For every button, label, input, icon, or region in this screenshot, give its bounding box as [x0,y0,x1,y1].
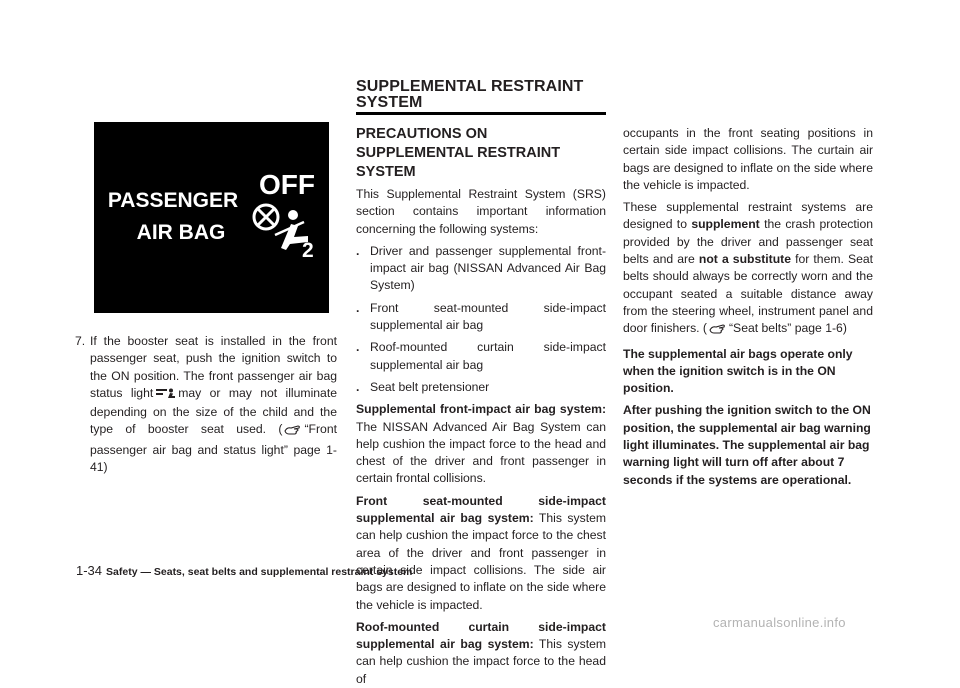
list-item [356,300,606,335]
watermark: carmanualsonline.info [713,615,846,630]
list-item-text: Roof-mounted curtain side-impact supplemental air bag [370,340,606,372]
step-number: 7. [75,334,86,348]
curtain-airbag-heading: Roof-mounted curtain side-impact supplemental air bag system: [356,619,606,652]
not-a-substitute-emphasis: not a substitute [698,252,792,267]
bullet-icon: . [356,379,360,394]
curtain-airbag-continued: occupants in the front seating positions in certain side impact collisions. The curtain air bags are designed to inflate on the side where the vehicle is impacted. [623,126,873,192]
list-item [356,379,606,396]
column-2 [356,125,606,688]
side-impact-airbag-text: This system can help cushion the impact force to the chest area of the driver and front passenger in certain side impact collisions. The side air bags are designed to inflate on the side where the vehicle is impacted. [356,511,607,612]
panel-label-off: OFF [259,169,315,200]
column-3 [623,125,873,489]
side-impact-airbag-paragraph [356,493,606,614]
section-title: SUPPLEMENTAL RESTRAINT SYSTEM [356,78,584,111]
step-7-text-b: may or may not illuminate depending on the size of the child and the type of booster seat used. ( [90,385,338,437]
list-item-text: Seat belt pretensioner [370,379,490,394]
curtain-airbag-paragraph [356,619,606,688]
list-item [356,243,606,295]
front-impact-airbag-heading: Supplemental front-impact air bag system: [356,402,606,417]
bullet-icon: . [356,300,360,315]
bullet-icon: . [356,243,360,258]
step-7-text [90,333,337,476]
step-7 [75,333,337,476]
passenger-airbag-status-panel [94,122,329,313]
ignition-on-warning: The supplemental air bags operate only when the ignition switch is in the ON position. [623,346,853,396]
front-impact-airbag-paragraph [356,401,606,487]
curtain-airbag-text: This system can help cushion the impact force to the head of [356,637,607,686]
supplement-emphasis: supplement [691,217,760,232]
footer-chapter-title: Safety — Seats, seat belts and supplemental restraint system [106,566,413,578]
page-footer [76,562,412,581]
supplement-paragraph [623,199,873,340]
supplement-text-c: the crash protection provided by the driver and passenger seat belts and are [623,217,873,267]
list-item-text: Driver and passenger supplemental front-impact air bag (NISSAN Advanced Air Bag System) [370,243,606,293]
supplement-text-a: These supplemental restraint systems are designed to [623,200,873,232]
page-number: 1-34 [76,563,103,578]
passenger-airbag-status-light-icon [156,387,175,404]
precautions-heading: PRECAUTIONS ON SUPPLEMENTAL RESTRAINT SYSTEM [356,126,561,180]
section-title-rule [356,112,606,115]
panel-icon-digit: 2 [302,239,314,262]
bullet-icon: . [356,340,360,355]
page-reference-icon [284,424,302,441]
panel-label-airbag: AIR BAG [136,221,226,244]
warning-light-note: After pushing the ignition switch to the ON position, the supplemental air bag warning light illuminates. The supplemental air bag warning light will turn off after about 7 seconds if the systems are operational. [623,403,871,487]
front-impact-airbag-text: The NISSAN Advanced Air Bag System can help cushion the impact force to the head and chest of the driver and front passenger in certain frontal collisions. [356,419,606,486]
passenger-airbag-panel-graphic [94,122,329,313]
precautions-intro: This Supplemental Restraint System (SRS) section contains important information concerning the following systems: [356,187,606,236]
side-impact-airbag-heading: Front seat-mounted side-impact supplemental air bag system: [356,493,606,526]
page-reference-icon [709,323,727,340]
supplement-text-d: for them. Seat belts should always be correctly worn and the occupant seated a suitable distance away from the steering wheel, instrument panel and door finishers. ( [623,252,874,336]
list-item-text: Front seat-mounted side-impact supplemental air bag [370,300,606,333]
seat-belts-reference: “Seat belts” page 1-6) [729,321,847,336]
panel-label-passenger: PASSENGER [107,189,239,212]
step-7-reference: “Front passenger air bag and status light” page 1-41) [90,422,337,475]
list-item [356,339,606,374]
step-7-text-a: If the booster seat is installed in the front passenger seat, push the ignition switch to the ON position. The front passenger air bag status light [90,334,337,400]
